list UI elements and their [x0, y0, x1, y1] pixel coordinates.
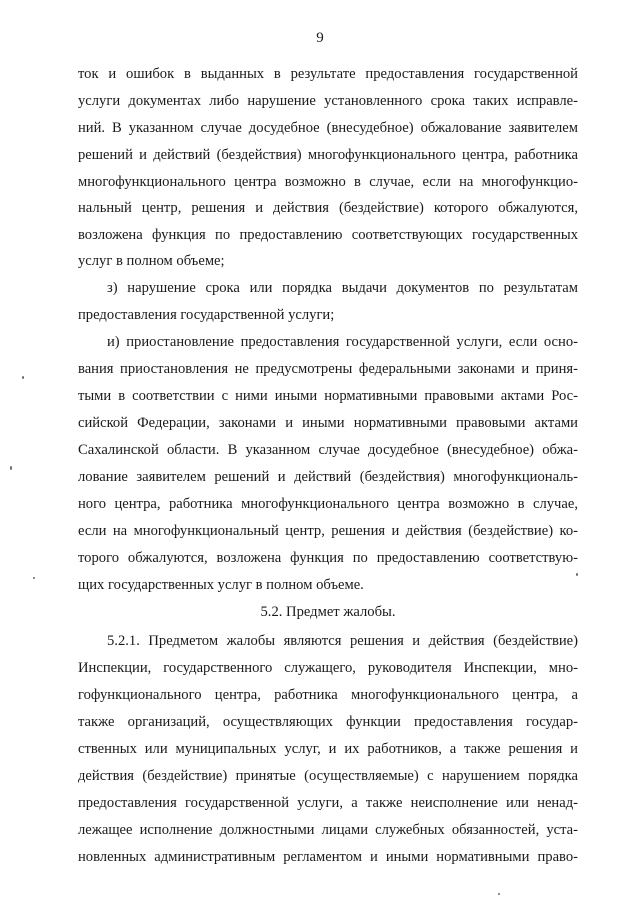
text-line: лежащее исполнение должностными лицами служебных обязанностей, уста-	[78, 822, 578, 838]
text-line: ственных или муниципальных услуг, и их работников, а также решения и	[78, 741, 578, 757]
text-line: решений и действий (бездействия) многофункционального центра, работника	[78, 147, 578, 163]
paragraph-5-2-1: 5.2.1. Предметом жалобы являются решения и действия (бездействие)	[107, 633, 578, 649]
text-line: новленных административным регламентом и иными нормативными право-	[78, 849, 578, 865]
text-line: предоставления государственной услуги, а также неисполнение или ненад-	[78, 795, 578, 811]
scan-speck	[33, 577, 35, 579]
list-item-z: з) нарушение срока или порядка выдачи документов по результатам	[107, 280, 578, 296]
text-line: услуги документах либо нарушение установленного срока таких исправле-	[78, 93, 578, 109]
text-line: ток и ошибок в выданных в результате предоставления государственной	[78, 66, 578, 82]
scan-speck	[576, 573, 578, 576]
text-line: предоставления государственной услуги;	[78, 307, 335, 323]
text-line: многофункционального центра возможно в случае, если на многофункцио-	[78, 174, 578, 190]
text-line: действия (бездействие) принятые (осуществляемые) с нарушением порядка	[78, 768, 578, 784]
text-line: тыми в соответствии с ними иными нормативными правовыми актами Рос-	[78, 388, 578, 404]
scan-speck	[10, 466, 12, 470]
text-line: ного центра, работника многофункционального центра возможно в случае,	[78, 496, 578, 512]
text-line: также организаций, осуществляющих функции предоставления государ-	[78, 714, 578, 730]
scan-speck	[498, 893, 500, 895]
list-item-i: и) приостановление предоставления государственной услуги, если осно-	[107, 334, 578, 350]
text-line: щих государственных услуг в полном объеме.	[78, 577, 364, 593]
text-line: услуг в полном объеме;	[78, 253, 225, 269]
text-line: сийской Федерации, законами и иными нормативными правовыми актами	[78, 415, 578, 431]
text-line: ний. В указанном случае досудебное (внесудебное) обжалование заявителем	[78, 120, 578, 136]
text-line: нальный центр, решения и действия (бездействие) которого обжалуются,	[78, 200, 578, 216]
text-line: гофункционального центра, работника многофункционального центра, а	[78, 687, 578, 703]
text-line: возложена функция по предоставлению соответствующих государственных	[78, 227, 578, 243]
text-line: вания приостановления не предусмотрены федеральными законами и приня-	[78, 361, 578, 377]
section-heading: 5.2. Предмет жалобы.	[260, 604, 396, 620]
page-number: 9	[316, 30, 324, 46]
text-line: торого обжалуются, возложена функция по предоставлению соответствую-	[78, 550, 578, 566]
scan-speck	[22, 376, 24, 379]
text-line: Сахалинской области. В указанном случае досудебное (внесудебное) обжа-	[78, 442, 578, 458]
text-line: если на многофункциональный центр, решения и действия (бездействие) ко-	[78, 523, 578, 539]
text-line: Инспекции, государственного служащего, руководителя Инспекции, мно-	[78, 660, 578, 676]
text-line: лование заявителем решений и действий (бездействия) многофункциональ-	[78, 469, 578, 485]
